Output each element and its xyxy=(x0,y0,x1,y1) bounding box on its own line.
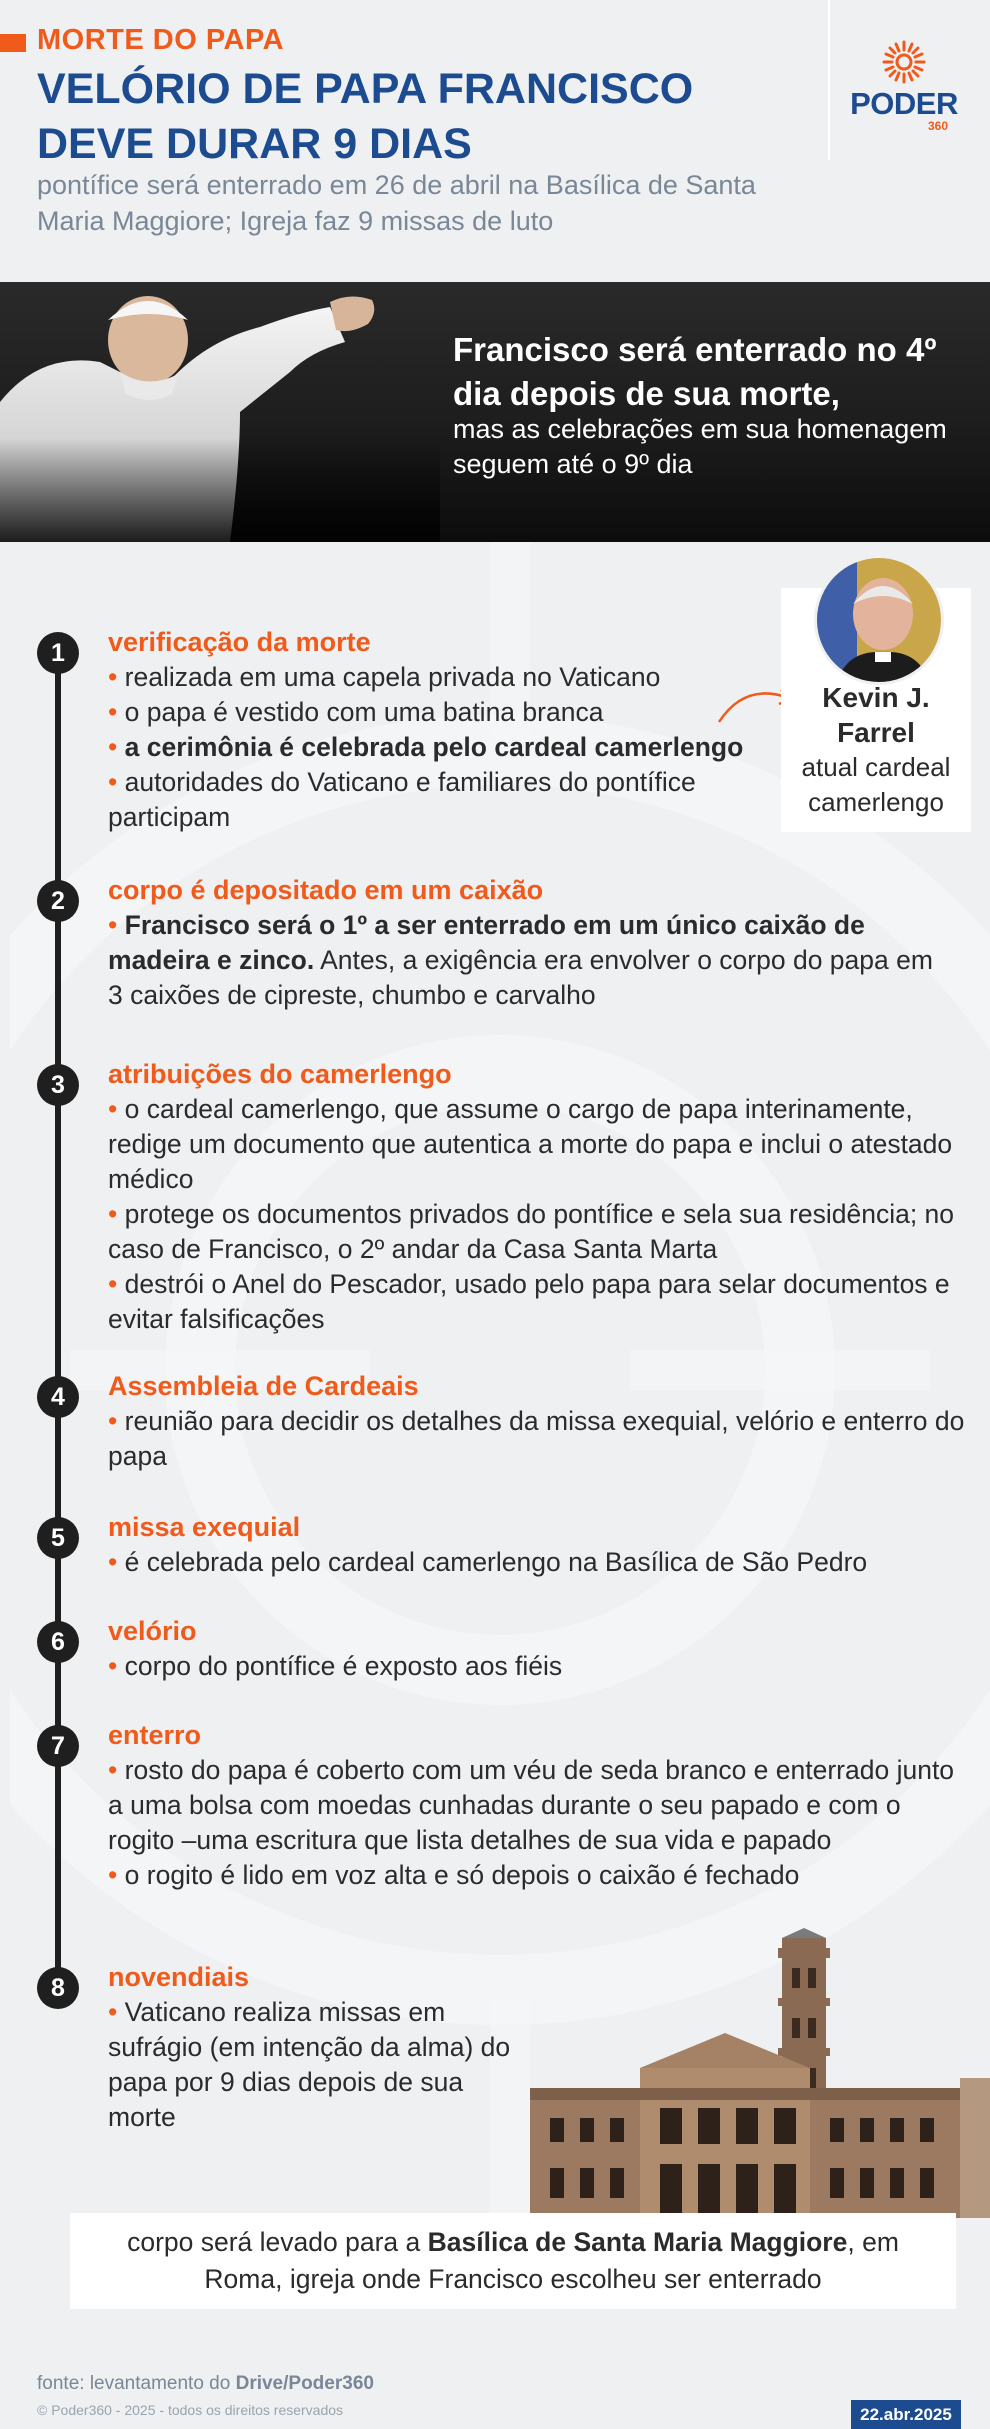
step-6 xyxy=(108,1614,968,1684)
step-bullet: • destrói o Anel do Pescador, usado pelo papa para selar documentos e evitar falsificações xyxy=(108,1269,950,1334)
step-bullet: • rosto do papa é coberto com um véu de seda branco e enterrado junto a uma bolsa com moedas cunhadas durante o seu papado e com o rogito –uma escritura que lista detalhes de sua vida e papado xyxy=(108,1755,955,1855)
kevin-name: Kevin J. Farrel xyxy=(822,682,930,748)
step-number: 4 xyxy=(37,1376,79,1418)
page-title: VELÓRIO DE PAPA FRANCISCO DEVE DURAR 9 DIAS xyxy=(37,65,694,168)
step-title: novendiais xyxy=(108,1962,250,1992)
step-bullet: • protege os documentos privados do pontífice e sela sua residência; no caso de Francisco, o 2º andar da Casa Santa Marta xyxy=(108,1199,955,1264)
step-number: 6 xyxy=(37,1621,79,1663)
step-8 xyxy=(108,1960,528,2135)
banner-headline: Francisco será enterrado no 4º dia depois de sua morte, xyxy=(453,331,937,412)
bullet-dot: • xyxy=(108,1199,118,1229)
step-7 xyxy=(108,1718,968,1893)
step-title: verificação da morte xyxy=(108,627,371,657)
bullet-dot: • xyxy=(108,662,118,692)
step-3 xyxy=(108,1057,968,1337)
step-bullet: • autoridades do Vaticano e familiares do pontífice participam xyxy=(108,767,696,832)
step-2 xyxy=(108,873,948,1013)
bullet-dot: • xyxy=(108,910,118,940)
step-title: enterro xyxy=(108,1720,202,1750)
kicker: MORTE DO PAPA xyxy=(37,24,285,56)
step-bullet: • o cardeal camerlengo, que assume o cargo de papa interinamente, redige um documento que autentica a morte do papa e inclui o atestado médico xyxy=(108,1094,953,1194)
bullet-dot: • xyxy=(108,1547,118,1577)
bullet-dot: • xyxy=(108,732,118,762)
pope-photo xyxy=(0,282,440,542)
step-bullet: • Vaticano realiza missas em sufrágio (em intenção da alma) do papa por 9 dias depois de sua morte xyxy=(108,1997,511,2132)
step-number: 1 xyxy=(37,632,79,674)
banner-subline: mas as celebrações em sua homenagem seguem até o 9º dia xyxy=(453,414,947,479)
bullet-dot: • xyxy=(108,1269,118,1299)
poder360-logo[interactable] xyxy=(848,38,960,138)
timeline-line xyxy=(55,640,61,1980)
bullet-dot: • xyxy=(108,1094,118,1124)
step-bullet: • a cerimônia é celebrada pelo cardeal camerlengo xyxy=(108,732,744,762)
sunburst-icon xyxy=(880,38,928,86)
header-divider xyxy=(828,0,830,160)
bullet-dot: • xyxy=(108,1860,118,1890)
date-badge: 22.abr.2025 xyxy=(851,2400,961,2429)
step-bullet: • Francisco será o 1º a ser enterrado em um único caixão de madeira e zinco. Antes, a exigência era envolver o corpo do papa em 3 caixões de cipreste, chumbo e carvalho xyxy=(108,910,933,1010)
copyright: © Poder360 - 2025 - todos os direitos reservados xyxy=(37,2402,344,2418)
step-number: 5 xyxy=(37,1517,79,1559)
kevin-photo xyxy=(814,555,944,685)
step-number: 3 xyxy=(37,1064,79,1106)
bullet-dot: • xyxy=(108,1651,118,1681)
bullet-dot: • xyxy=(108,1997,118,2027)
step-4 xyxy=(108,1369,968,1474)
step-title: Assembleia de Cardeais xyxy=(108,1371,419,1401)
hero-banner xyxy=(0,282,990,542)
source-credit: fonte: levantamento do Drive/Poder360 xyxy=(37,2373,374,2394)
step-number: 2 xyxy=(37,880,79,922)
bullet-dot: • xyxy=(108,767,118,797)
step-5 xyxy=(108,1510,968,1580)
step-title: velório xyxy=(108,1616,197,1646)
step-title: atribuições do camerlengo xyxy=(108,1059,452,1089)
step-bullet: • é celebrada pelo cardeal camerlengo na Basílica de São Pedro xyxy=(108,1547,868,1577)
bullet-dot: • xyxy=(108,697,118,727)
step-bullet: • o papa é vestido com uma batina branca xyxy=(108,697,604,727)
kicker-bar xyxy=(0,34,26,52)
header xyxy=(0,0,990,280)
logo-word: PODER xyxy=(850,86,958,121)
bullet-dot: • xyxy=(108,1755,118,1785)
burial-note: corpo será levado para a Basílica de Santa Maria Maggiore, em Roma, igreja onde Francisco escolheu ser enterrado xyxy=(127,2227,899,2294)
step-title: missa exequial xyxy=(108,1512,301,1542)
step-number: 8 xyxy=(37,1967,79,2009)
step-number: 7 xyxy=(37,1725,79,1767)
bullet-dot: • xyxy=(108,1406,118,1436)
step-1 xyxy=(108,625,788,835)
page-subtitle: pontífice será enterrado em 26 de abril na Basílica de Santa Maria Maggiore; Igreja faz 9 missas de luto xyxy=(37,170,756,236)
step-bullet: • o rogito é lido em voz alta e só depois o caixão é fechado xyxy=(108,1860,800,1890)
logo-number: 360 xyxy=(928,119,949,133)
step-bullet: • reunião para decidir os detalhes da missa exequial, velório e enterro do papa xyxy=(108,1406,965,1471)
kevin-role: atual cardeal camerlengo xyxy=(801,752,951,817)
step-bullet: • corpo do pontífice é exposto aos fiéis xyxy=(108,1651,563,1681)
basilica-photo xyxy=(520,1928,990,2218)
step-bullet: • realizada em uma capela privada no Vaticano xyxy=(108,662,661,692)
step-title: corpo é depositado em um caixão xyxy=(108,875,544,905)
